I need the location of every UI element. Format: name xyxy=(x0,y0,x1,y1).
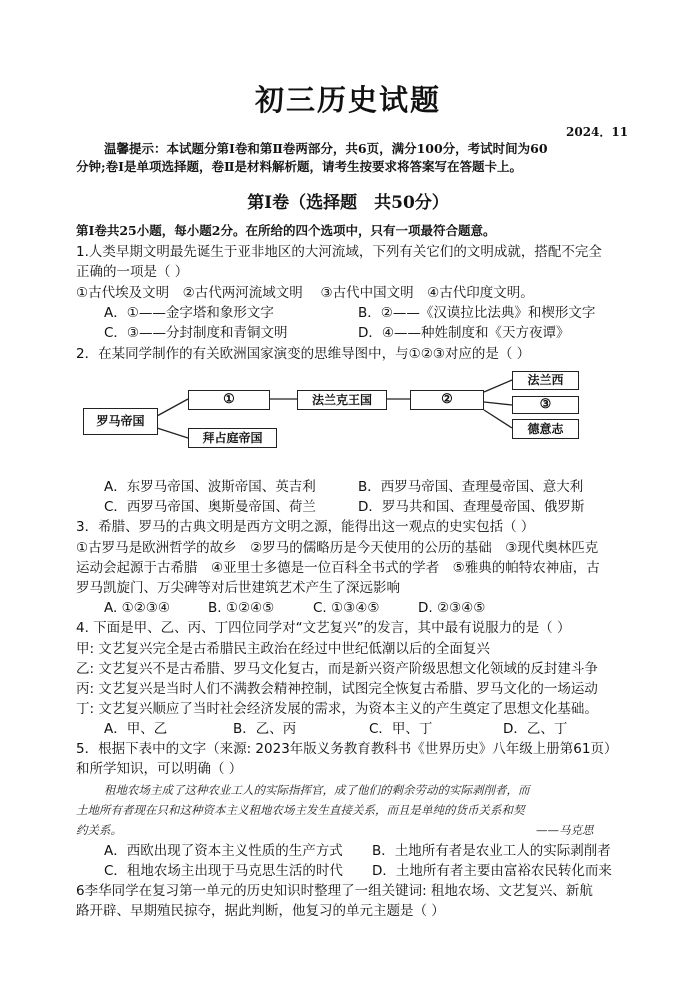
q5-option-b: B．土地所有者是农业工人的实际剥削者 xyxy=(372,843,611,859)
q1-stem-2: 正确的一项是（ ） xyxy=(76,264,189,280)
q2-option-b: B．西罗马帝国、查理曼帝国、意大利 xyxy=(358,479,584,495)
q4-stem: 4. 下面是甲、乙、丙、丁四位同学对“文艺复兴”的发言，其中最有说服力的是（ ） xyxy=(76,620,571,636)
q1-stem-1: 1.人类早期文明最先诞生于亚非地区的大河流域，下列有关它们的文明成就，搭配不完全 xyxy=(76,244,602,260)
q4-statement-jia: 甲: 文艺复兴完全是古希腊民主政治在经过中世纪低潮以后的全面复兴 xyxy=(76,641,490,657)
q1-option-a: A．①——金字塔和象形文字 xyxy=(104,305,274,321)
q3-line-2: 运动会起源于古希腊 ④亚里士多德是一位百科全书式的学者 ⑤雅典的帕特农神庙，古 xyxy=(76,560,600,576)
q3-line-1: ①古罗马是欧洲哲学的故乡 ②罗马的儒略历是今天使用的公历的基础 ③现代奥林匹克 xyxy=(76,540,599,556)
q6-line-1: 6李华同学在复习第一单元的历史知识时整理了一组关键词: 租地农场、文艺复兴、新航 xyxy=(76,883,593,899)
q5-quote-source: ——马克思 xyxy=(536,823,594,837)
box-number-1: ① xyxy=(188,390,270,410)
q5-stem-1: 5．根据下表中的文字（来源: 2023年版义务教育教科书《世界历史》八年级上册第61页） xyxy=(76,741,618,757)
q1-option-c: C．③——分封制度和青铜文明 xyxy=(104,325,288,341)
q2-option-c: C．西罗马帝国、奥斯曼帝国、荷兰 xyxy=(104,499,316,515)
q5-option-c: C．租地农场主出现于马克思生活的时代 xyxy=(104,863,343,879)
q4-option-d: D．乙、丁 xyxy=(503,721,568,737)
q1-items: ①古代埃及文明 ②古代两河流域文明 ③古代中国文明 ④古代印度文明。 xyxy=(76,285,534,301)
q1-option-d: D．④——种姓制度和《天方夜谭》 xyxy=(358,325,570,341)
q6-line-2: 路开辟、早期殖民掠夺，据此判断，他复习的单元主题是（ ） xyxy=(76,903,445,919)
q3-option-c: C. ①③④⑤ xyxy=(313,600,380,616)
q3-option-b: B. ①②④⑤ xyxy=(208,600,275,616)
box-roman-empire: 罗马帝国 xyxy=(83,408,158,435)
q5-option-d: D．土地所有者主要由富裕农民转化而来 xyxy=(372,863,612,879)
q3-line-3: 罗马凯旋门、万尖碑等对后世建筑艺术产生了深远影响 xyxy=(76,580,400,596)
q4-option-a: A．甲、乙 xyxy=(104,721,168,737)
page-title: 初三历史试题 xyxy=(254,83,441,117)
q2-option-a: A．东罗马帝国、波斯帝国、英吉利 xyxy=(104,479,316,495)
q4-statement-ding: 丁: 文艺复兴顺应了当时社会经济发展的需求，为资本主义的产生奠定了思想文化基础。 xyxy=(76,701,598,717)
box-number-3: ③ xyxy=(512,396,579,414)
notice-line-2: 分钟;卷Ⅰ是单项选择题，卷Ⅱ是材料解析题，请考生按要求将答案写在答题卡上。 xyxy=(76,159,522,174)
box-number-2: ② xyxy=(410,390,484,410)
q3-option-d: D. ②③④⑤ xyxy=(418,600,486,616)
box-france: 法兰西 xyxy=(512,371,579,390)
q4-option-c: C．甲、丁 xyxy=(369,721,433,737)
q4-option-b: B．乙、丙 xyxy=(233,721,297,737)
notice-line-1: 温馨提示：本试题分第Ⅰ卷和第Ⅱ卷两部分，共6页，满分100分，考试时间为60 xyxy=(104,141,548,156)
instruction: 第Ⅰ卷共25小题，每小题2分。在所给的四个选项中，只有一项最符合题意。 xyxy=(76,223,496,238)
exam-date: 2024．11 xyxy=(566,125,629,139)
q4-statement-yi: 乙: 文艺复兴不是古希腊、罗马文化复古，而是新兴资产阶级思想文化领域的反封建斗争 xyxy=(76,661,598,677)
q5-quote-line-1: 租地农场主成了这种农业工人的实际指挥官，成了他们的剩余劳动的实际剥削者，而 xyxy=(104,783,530,797)
q2-option-d: D．罗马共和国、查理曼帝国、俄罗斯 xyxy=(358,499,585,515)
q4-statement-bing: 丙: 文艺复兴是当时人们不满教会精神控制，试图完全恢复古希腊、罗马文化的一场运动 xyxy=(76,681,598,697)
q1-option-b: B．②——《汉谟拉比法典》和楔形文字 xyxy=(358,305,596,321)
section-title: 第Ⅰ卷（选择题 共50分） xyxy=(247,193,449,213)
q5-quote-line-3: 约关系。 xyxy=(76,823,122,837)
box-byzantine-empire: 拜占庭帝国 xyxy=(188,428,277,448)
q5-option-a: A．西欧出现了资本主义性质的生产方式 xyxy=(104,843,343,859)
q5-stem-2: 和所学知识，可以明确（ ） xyxy=(76,761,243,777)
q2-stem: 2．在某同学制作的有关欧洲国家演变的思维导图中，与①②③对应的是（ ） xyxy=(76,346,531,362)
q3-option-a: A. ①②③④ xyxy=(104,600,170,616)
box-germany: 德意志 xyxy=(512,419,579,439)
q3-stem: 3．希腊、罗马的古典文明是西方文明之源，能得出这一观点的史实包括（ ） xyxy=(76,519,535,535)
box-frankish-kingdom: 法兰克王国 xyxy=(297,390,387,410)
q5-quote-line-2: 土地所有者现在只和这种资本主义租地农场主发生直接关系，而且是单纯的货币关系和契 xyxy=(76,803,525,817)
